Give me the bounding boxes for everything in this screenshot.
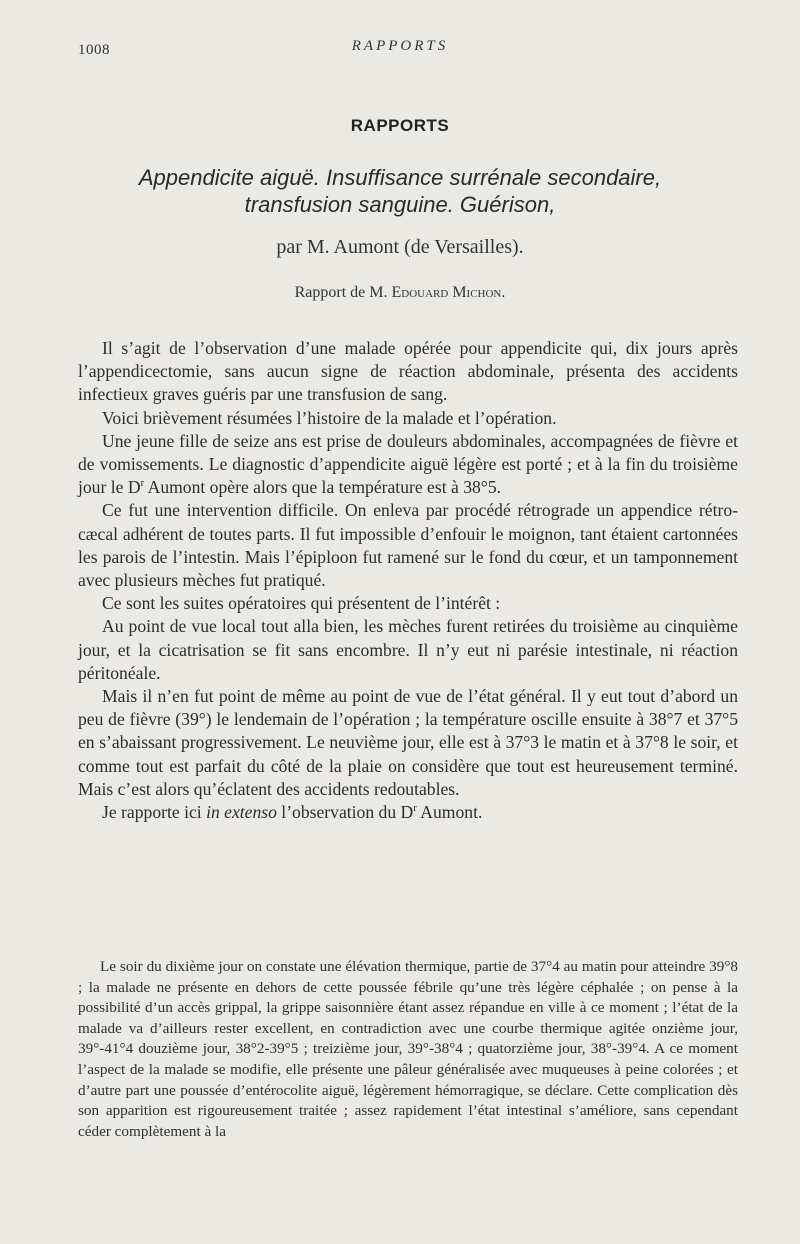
rapporteur-name: Edouard Michon. xyxy=(391,284,506,301)
body-paragraph-3 xyxy=(78,430,738,500)
body-paragraph-1: Il s’agit de l’observation d’une malade opérée pour appendicite qui, dix jours après l’appendicectomie, sans aucun signe de réaction abdominale, présenta des accidents infectieux graves guéris par une transfusion de sang. xyxy=(78,338,738,405)
body-paragraph-8-text-a: Je rapporte ici xyxy=(102,802,207,823)
doctor-abbrev-sup-2: r xyxy=(413,802,417,815)
body-paragraph-6: Au point de vue local tout alla bien, les mèches furent retirées du troisième au cinquième jour, et la cicatrisation se fit sans encombre. Il n’y eut ni parésie intestinale, ni réaction péritonéale. xyxy=(78,616,738,683)
body-paragraph-4: Ce fut une intervention difficile. On enleva par procédé rétrograde un appendice rétro-cæcal adhérent de toutes parts. Il fut impossible d’enfouir le moignon, tant étaient cartonnées les parois de l’intestin. Mais l’épiploon fut ramené sur le fond du cœur, et un tamponnement avec plusieurs mèches fut pratiqué. xyxy=(78,500,738,591)
section-title: RAPPORTS xyxy=(350,116,450,135)
observation-paragraph-1: Le soir du dixième jour on constate une élévation thermique, partie de 37°4 au matin pour atteindre 39°8 ; la malade ne présente en dehors de cette poussée fébrile qu’une très légère céphalée ; on pense à la possibilité d’un accès grippal, la grippe saisonnière étant assez répandue en ville à ce moment ; l’état de la malade va d’ailleurs rester excellent, en contradiction avec une courbe thermique agitée onzième jour, 39°-41°4 douzième jour, 38°2-39°5 ; treizième jour, 39°-38°4 ; quatorzième jour, 38°-39°4. A ce moment l’aspect de la malade se modifie, elle présente une pâleur généralisée avec muqueuses à peine colorées ; et d’autre part une poussée d’entérocolite aiguë, légèrement hémorragique, se déclare. Cette complication dès son apparition est rigoureusement traitée ; assez rapidement l’état intestinal s’améliore, sans cependant céder complètement à la xyxy=(78,958,738,1140)
body-paragraph-2: Voici brièvement résumées l’histoire de la malade et l’opération. xyxy=(102,407,557,428)
running-title: RAPPORTS xyxy=(351,38,449,54)
article-title-line-1: Appendicite aiguë. Insuffisance surrénale secondaire, xyxy=(138,165,662,190)
rapporteur-prefix: Rapport de M. xyxy=(294,284,392,301)
body-paragraph-7: Mais il n’en fut point de même au point de vue de l’état général. Il y eut tout d’abord un peu de fièvre (39°) le lendemain de l’opération ; la température oscille ensuite à 38°7 et 37°5 en s’abaissant progressivement. Le neuvième jour, elle est à 37°3 le matin et à 37°8 le soir, et comme tout est parfait du côté de la plaie on considère que tout est heureusement terminé. Mais c’est alors qu’éclatent des accidents redoutables. xyxy=(78,686,738,799)
body-paragraph-8 xyxy=(78,801,738,824)
body-paragraph-3-text-a: Une jeune fille de seize ans est prise de douleurs abdominales, accompagnées de fièvre et de vomissements. Le diagnostic d’appendicite aiguë légère est porté ; et à la fin du troisième jour le D xyxy=(78,430,738,498)
body-paragraph-8-text-c: Aumont. xyxy=(416,802,483,823)
rapporteur-line xyxy=(0,284,800,302)
doctor-abbrev-sup: r xyxy=(140,477,145,490)
in-extenso-italic: in extenso xyxy=(206,802,277,823)
observation-text xyxy=(78,957,738,1142)
body-paragraph-3-text-b: Aumont opère alors que la température est à 38°5. xyxy=(144,477,502,498)
article-body xyxy=(78,337,738,824)
author-byline: par M. Aumont (de Versailles). xyxy=(276,236,524,258)
running-head xyxy=(0,38,800,62)
page-number: 1008 xyxy=(78,42,110,58)
article-title xyxy=(60,164,740,218)
body-paragraph-5: Ce sont les suites opératoires qui présentent de l’intérêt : xyxy=(102,593,501,614)
article-title-line-2: transfusion sanguine. Guérison, xyxy=(244,192,556,217)
body-paragraph-8-text-b: l’observation du D xyxy=(276,802,414,823)
